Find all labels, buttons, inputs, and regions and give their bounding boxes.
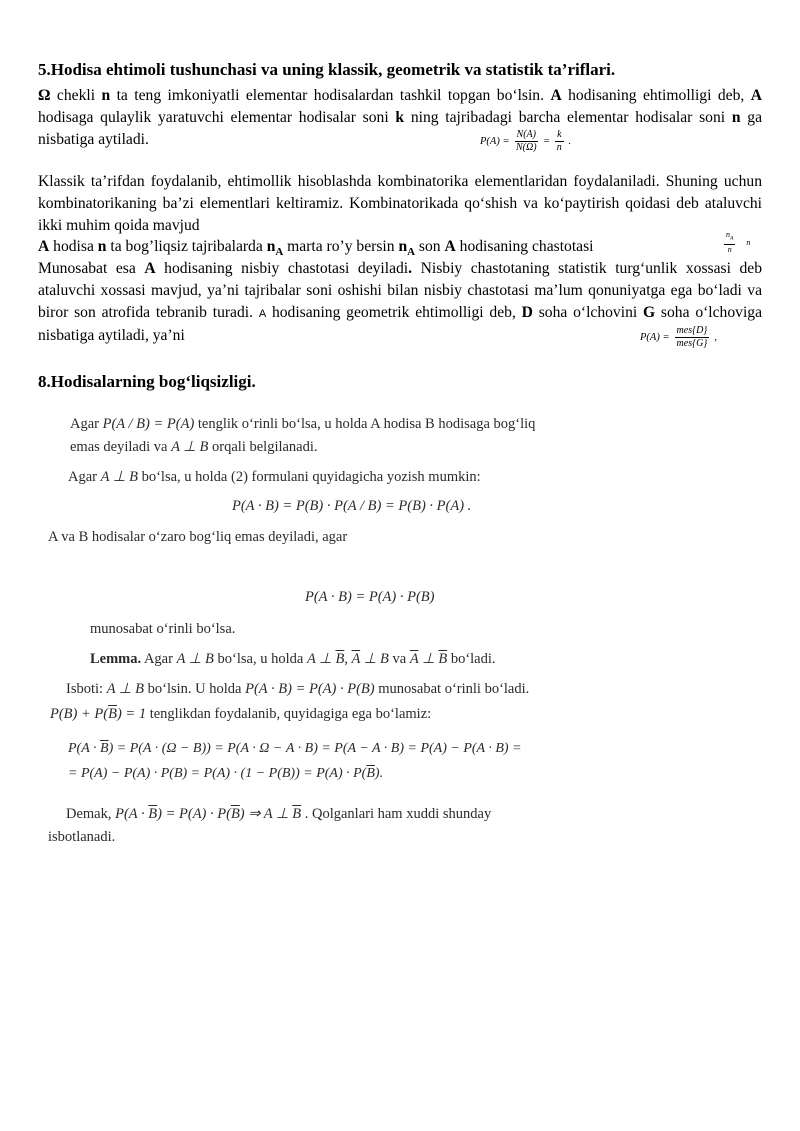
scanned-independence-excerpt xyxy=(0,400,800,860)
independence-definition-line-1: Agar P(A / B) = P(A) tenglik o‘rinli bo‘lsa, u holda A hodisa B hodisaga bog‘liq xyxy=(70,416,536,432)
lemma-statement: Lemma. Agar A ⊥ B bo‘lsa, u holda A ⊥ $\overline{B}$, $\overline{A}$ ⊥ B va $\overline{A}$ ⊥ $\overline{B}$ bo‘ladi. xyxy=(90,651,496,667)
relative-frequency-formula: $\frac{n_A}{n}$ n xyxy=(726,230,751,254)
frequency-paragraph: A hodisa n ta bog’liqsiz tajribalarda $n_A$ marta ro’y bersin $n_A$ son A hodisaning chastotasi xyxy=(38,238,594,259)
product-formula-1: P(A · B) = P(B) · P(A / B) = P(B) · P(A) . xyxy=(232,498,472,514)
mutual-independence-line: A va B hodisalar o‘zaro bog‘liq emas deyiladi, agar xyxy=(48,529,348,545)
formula-rewrite-line: Agar A ⊥ B bo‘lsa, u holda (2) formulani quyidagicha yozish mumkin: xyxy=(68,469,481,485)
geometric-definition-paragraph: Munosabat esa A hodisaning nisbiy chastotasi deyiladi. Nisbiy chastotaning statistik turg‘unlik xossasi deb ataluvchi xossasi mavjud, ya’ni tajribalar soni oshishi bilan nisbiy chastotasi ma’lum qonuniyatga ega bo‘ladi va biror son atrofida tebranib turadi. A hodisaning geometrik ehtimolligi deb, D soha o‘lchovini G soha o‘lchoviga nisbatiga aytiladi, ya’ni xyxy=(38,260,763,344)
complement-identity-line: $P(B) + P(\overline{B}) = 1$ tenglikdan foydalanib, quyidagiga ega bo‘lamiz: xyxy=(50,706,432,722)
omega-symbol: Ω xyxy=(38,87,51,104)
proof-end-line: isbotlanadi. xyxy=(48,829,116,845)
derivation-line-2: = $P(A) - P(A) \cdot P(B) = P(A) \cdot (1 - P(B)) = P(A) \cdot P(\overline{B})$. xyxy=(68,766,384,781)
section-5-heading: 5.Hodisa ehtimoli tushunchasi va uning klassik, geometrik va statistik ta’riflari. xyxy=(38,60,616,79)
conclusion-line: Demak, $P(A \cdot \overline{B}) = P(A) \cdot P(\overline{B})$ ⇒ A ⊥ $\overline{B}$ . Qolganlari ham xuddi shunday xyxy=(66,806,492,822)
combinatorics-paragraph: Klassik ta’rifdan foydalanib, ehtimollik hisoblashda kombinatorika elementlaridan foydalaniladi. Shuning uchun kombinatorikaning ba’zi elementlari keltiramiz. Kombinatorikada qo‘shish va ko‘paytirish qoidasi deb ataluvchi ikki muhim qoida mavjud xyxy=(38,173,762,234)
geometric-probability-formula: P(A) = $\frac{\text{mes\{D\}}}{\text{mes\{G\}}}$ , xyxy=(640,325,717,349)
derivation-line-1: $P(A \cdot \overline{B}) = P(A \cdot (\Omega - B)) = P(A \cdot \Omega - A \cdot B) = P(A - A \cdot B) = P(A) - P(A \cdot B)$ = xyxy=(68,741,522,756)
product-formula-2: P(A · B) = P(A) · P(B) xyxy=(305,589,435,605)
independence-definition-line-2: emas deyiladi va A ⊥ B orqali belgilanadi. xyxy=(70,439,318,455)
classical-definition-paragraph: Ω chekli n ta teng imkoniyatli elementar hodisalardan tashkil topgan bo‘lsin. A hodisaning ehtimolligi deb, A hodisaga qulaylik yaratuvchi elementar hodisalar soni k ning tajribadagi barcha elementar hodisalar soni n ga nisbatiga aytiladi. xyxy=(38,87,762,148)
proof-start-line: Isboti: A ⊥ B bo‘lsin. U holda P(A · B) = P(A) · P(B) munosabat o‘rinli bo‘ladi. xyxy=(66,681,530,697)
classical-probability-formula: P(A) = $\frac{N(A)}{N(\Omega)}$ = $\frac{k}{n}$ . xyxy=(480,129,572,153)
relation-holds-line: munosabat o‘rinli bo‘lsa. xyxy=(90,621,236,637)
section-8-heading: 8.Hodisalarning bog‘liqsizligi. xyxy=(38,372,256,391)
